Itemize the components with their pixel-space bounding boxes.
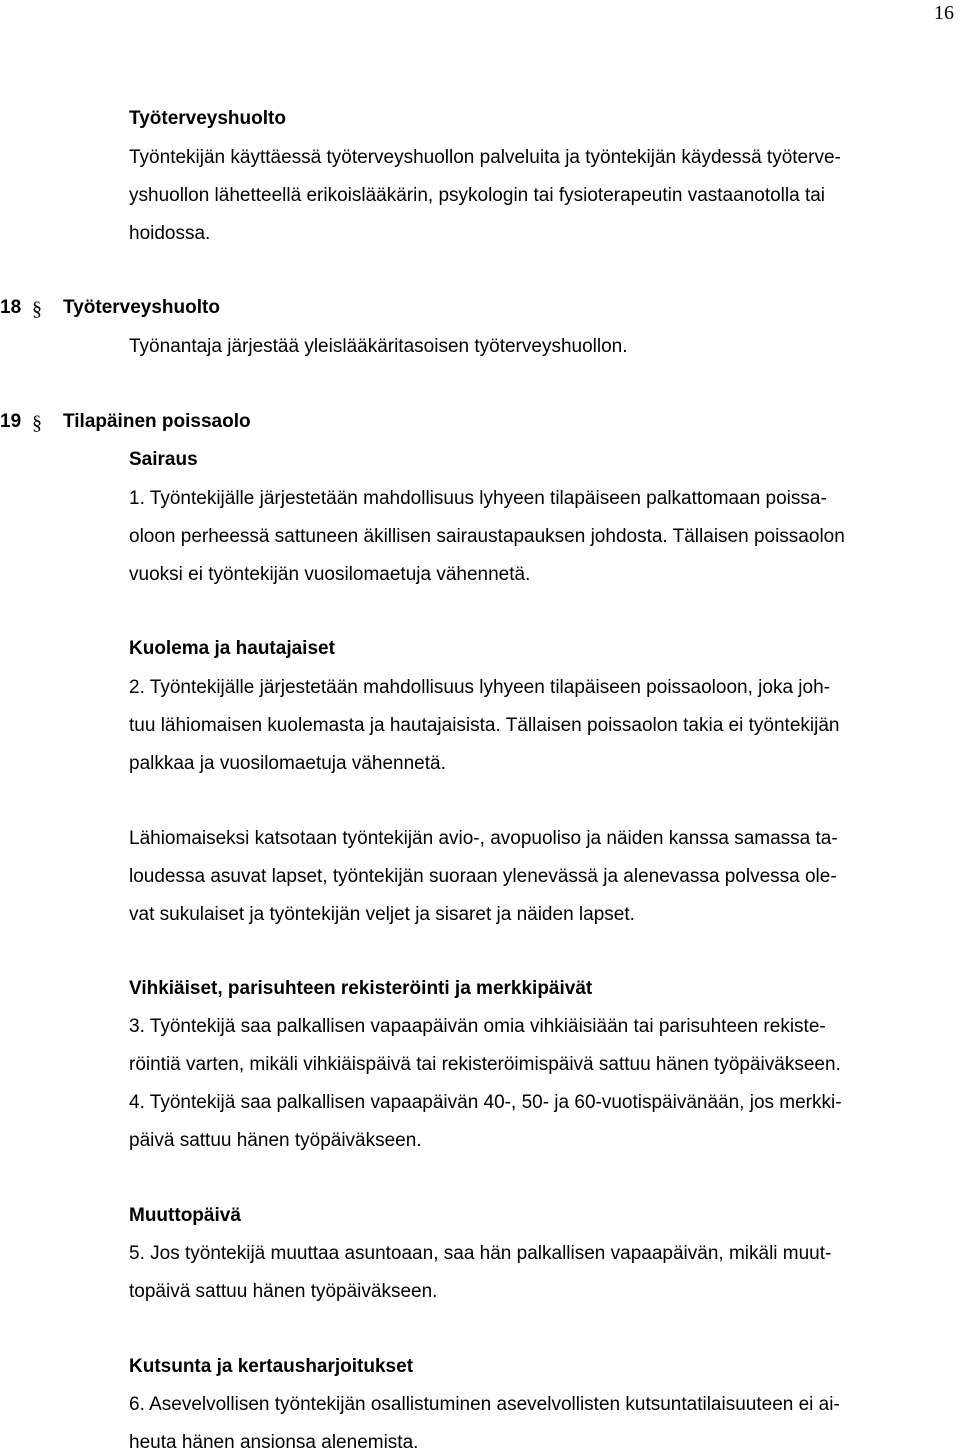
- sairaus-heading: Sairaus: [129, 449, 198, 470]
- section-title: Tilapäinen poissaolo: [63, 411, 251, 432]
- sairaus-line: 1. Työntekijälle järjestetään mahdollisuus lyhyeen tilapäiseen palkattomaan poissa-: [129, 488, 827, 509]
- section-symbol: §: [32, 412, 42, 434]
- kuolema-line: 2. Työntekijälle järjestetään mahdollisuus lyhyeen tilapäiseen poissaoloon, joka joh-: [129, 677, 830, 698]
- vihkiaiset-line: 3. Työntekijä saa palkallisen vapaapäivän omia vihkiäisiään tai parisuhteen rekiste-: [129, 1016, 826, 1037]
- section-title: Työterveyshuolto: [63, 297, 220, 318]
- vihkiaiset-line: röintiä varten, mikäli vihkiäispäivä tai rekisteröimispäivä sattuu hänen työpäiväkseen.: [129, 1054, 841, 1075]
- kuolema-heading: Kuolema ja hautajaiset: [129, 638, 335, 659]
- kuolema-line: palkkaa ja vuosilomaetuja vähennetä.: [129, 753, 446, 774]
- muuttopaiva-heading: Muuttopäivä: [129, 1205, 241, 1226]
- lahiomainen-line: loudessa asuvat lapset, työntekijän suoraan ylenevässä ja alenevassa polvessa ole-: [129, 866, 837, 887]
- vihkiaiset-line: päivä sattuu hänen työpäiväkseen.: [129, 1130, 422, 1151]
- page-number: 16: [934, 2, 954, 24]
- sairaus-line: oloon perheessä sattuneen äkillisen sairaustapauksen johdosta. Tällaisen poissaolon: [129, 526, 845, 547]
- sairaus-line: vuoksi ei työntekijän vuosilomaetuja vähennetä.: [129, 564, 531, 585]
- lahiomainen-line: Lähiomaiseksi katsotaan työntekijän avio-, avopuoliso ja näiden kanssa samassa ta-: [129, 828, 838, 849]
- section-18-text: Työnantaja järjestää yleislääkäritasoisen työterveyshuollon.: [129, 336, 628, 357]
- lahiomainen-line: vat sukulaiset ja työntekijän veljet ja sisaret ja näiden lapset.: [129, 904, 635, 925]
- vihkiaiset-line: 4. Työntekijä saa palkallisen vapaapäivän 40-, 50- ja 60-vuotispäivänään, jos merkki-: [129, 1092, 842, 1113]
- muuttopaiva-line: topäivä sattuu hänen työpäiväkseen.: [129, 1281, 438, 1302]
- kutsunta-line: 6. Asevelvollisen työntekijän osallistuminen asevelvollisten kutsuntatilaisuuteen ei ai-: [129, 1394, 840, 1415]
- kutsunta-line: heuta hänen ansionsa alenemista.: [129, 1432, 419, 1453]
- kuolema-line: tuu lähiomaisen kuolemasta ja hautajaisista. Tällaisen poissaolon takia ei työntekijän: [129, 715, 840, 736]
- muuttopaiva-line: 5. Jos työntekijä muuttaa asuntoaan, saa hän palkallisen vapaapäivän, mikäli muut-: [129, 1243, 832, 1264]
- tyoterveys-line: yshuollon lähetteellä erikoislääkärin, psykologin tai fysioterapeutin vastaanotolla tai: [129, 185, 826, 206]
- vihkiaiset-heading: Vihkiäiset, parisuhteen rekisteröinti ja merkkipäivät: [129, 978, 593, 999]
- tyoterveys-line: hoidossa.: [129, 223, 211, 244]
- kutsunta-heading: Kutsunta ja kertausharjoitukset: [129, 1356, 414, 1377]
- section-symbol: §: [32, 298, 42, 320]
- tyoterveys-heading: Työterveyshuolto: [129, 108, 286, 129]
- section-number: 19: [0, 411, 22, 432]
- tyoterveys-line: Työntekijän käyttäessä työterveyshuollon palveluita ja työntekijän käydessä työterve-: [129, 147, 841, 168]
- section-number: 18: [0, 297, 22, 318]
